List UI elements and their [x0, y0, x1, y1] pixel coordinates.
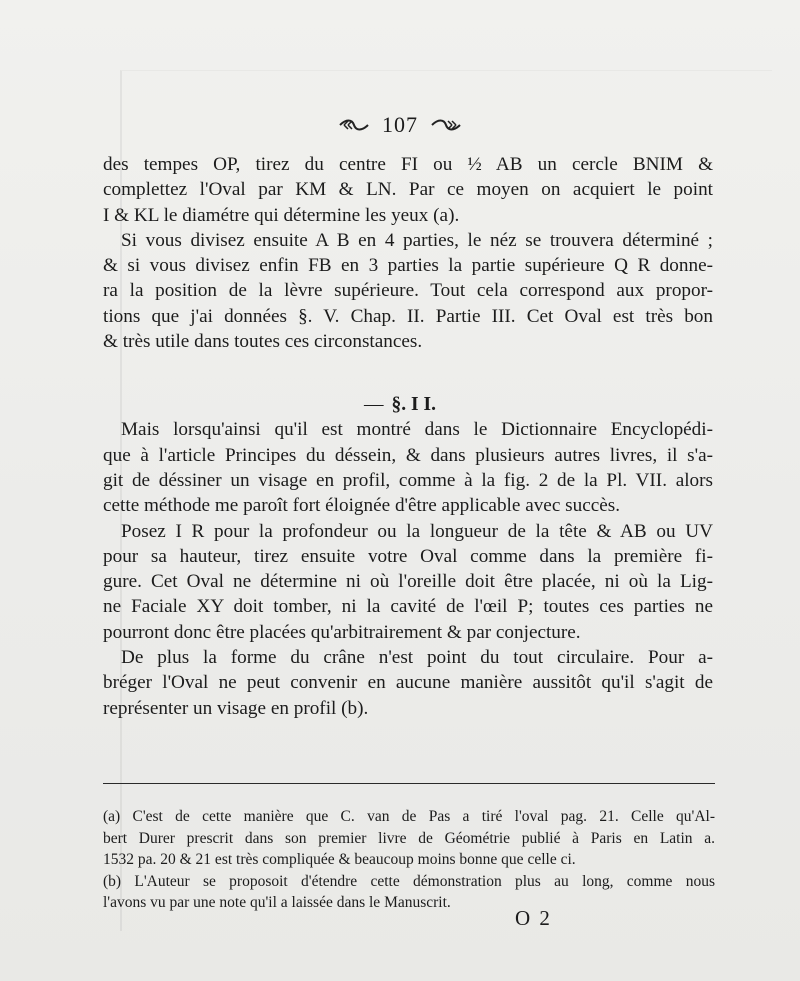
text-line: ne Faciale XY doit tomber, ni la cavité de l'œil P; toutes ces parties ne: [103, 596, 713, 618]
footnotes: [103, 806, 715, 914]
text-line: pour sa hauteur, tirez ensuite votre Oval comme dans la première fi-: [103, 545, 713, 567]
page-number: 107: [382, 112, 418, 137]
footnote-line: (b) L'Auteur se proposoit d'étendre cette démonstration plus au long, comme nous: [103, 872, 715, 890]
text-line: I & KL le diamétre qui détermine les yeux (a).: [103, 204, 460, 226]
paragraph: [103, 228, 713, 354]
section-title: §. I I.: [391, 394, 436, 415]
text-line: git de déssiner un visage en profil, comme à la fig. 2 de la Pl. VII. alors: [103, 469, 713, 491]
signature-mark: O 2: [515, 906, 552, 930]
paragraph: [103, 645, 713, 721]
text-line: & très utile dans toutes ces circonstances.: [103, 331, 423, 353]
text-line: des tempes OP, tirez du centre FI ou ½ AB un cercle BNIM &: [103, 154, 713, 175]
left-ornament-icon: [338, 117, 370, 133]
text-line: gure. Cet Oval ne détermine ni où l'oreille doit être placée, ni où la Lig-: [103, 571, 713, 593]
footnote-line: 1532 pa. 20 & 21 est très compliquée & beaucoup moins bonne que celle ci.: [103, 851, 576, 868]
text-line: Posez I R pour la profondeur ou la longueur de la tête & AB ou UV: [121, 520, 713, 542]
section-heading: [0, 394, 800, 416]
text-line: bréger l'Oval ne peut convenir en aucune manière aussitôt qu'il s'agit de: [103, 672, 713, 694]
text-line: Si vous divisez ensuite A B en 4 parties, le néz se trouvera déterminé ;: [121, 229, 713, 251]
text-line: tions que j'ai données §. V. Chap. II. Partie III. Cet Oval est très bon: [103, 305, 713, 327]
footnote-line: l'avons vu par une note qu'il a laissée dans le Manuscrit.: [103, 894, 451, 911]
section-dash: —: [364, 394, 384, 415]
main-text: [103, 152, 713, 721]
paragraph: [103, 417, 713, 518]
right-ornament-icon: [430, 117, 462, 133]
text-line: ra la position de la lèvre supérieure. Tout cela correspond aux propor-: [103, 280, 713, 302]
text-line: complettez l'Oval par KM & LN. Par ce moyen on acquiert le point: [103, 179, 713, 201]
footnote-line: bert Durer prescrit dans son premier livre de Géométrie publié à Paris en Latin a.: [103, 829, 715, 847]
text-line: pourront donc être placées qu'arbitrairement & par conjecture.: [103, 621, 581, 643]
text-line: De plus la forme du crâne n'est point du tout circulaire. Pour a-: [121, 647, 713, 669]
text-line: & si vous divisez enfin FB en 3 parties la partie supérieure Q R donne-: [103, 255, 713, 277]
footnote-line: (a) C'est de cette manière que C. van de Pas a tiré l'oval pag. 21. Celle qu'Al-: [103, 808, 715, 825]
paragraph: [103, 152, 713, 228]
text-line: cette méthode me paroît fort éloignée d'être applicable avec succès.: [103, 495, 621, 517]
text-line: que à l'article Principes du déssein, & dans plusieurs autres livres, il s'a-: [103, 444, 713, 466]
text-line: représenter un visage en profil (b).: [103, 697, 369, 719]
paragraph: [103, 519, 713, 645]
text-line: Mais lorsqu'ainsi qu'il est montré dans le Dictionnaire Encyclopédi-: [121, 419, 713, 441]
page-header: [0, 110, 800, 140]
footnote-divider: [103, 783, 715, 784]
